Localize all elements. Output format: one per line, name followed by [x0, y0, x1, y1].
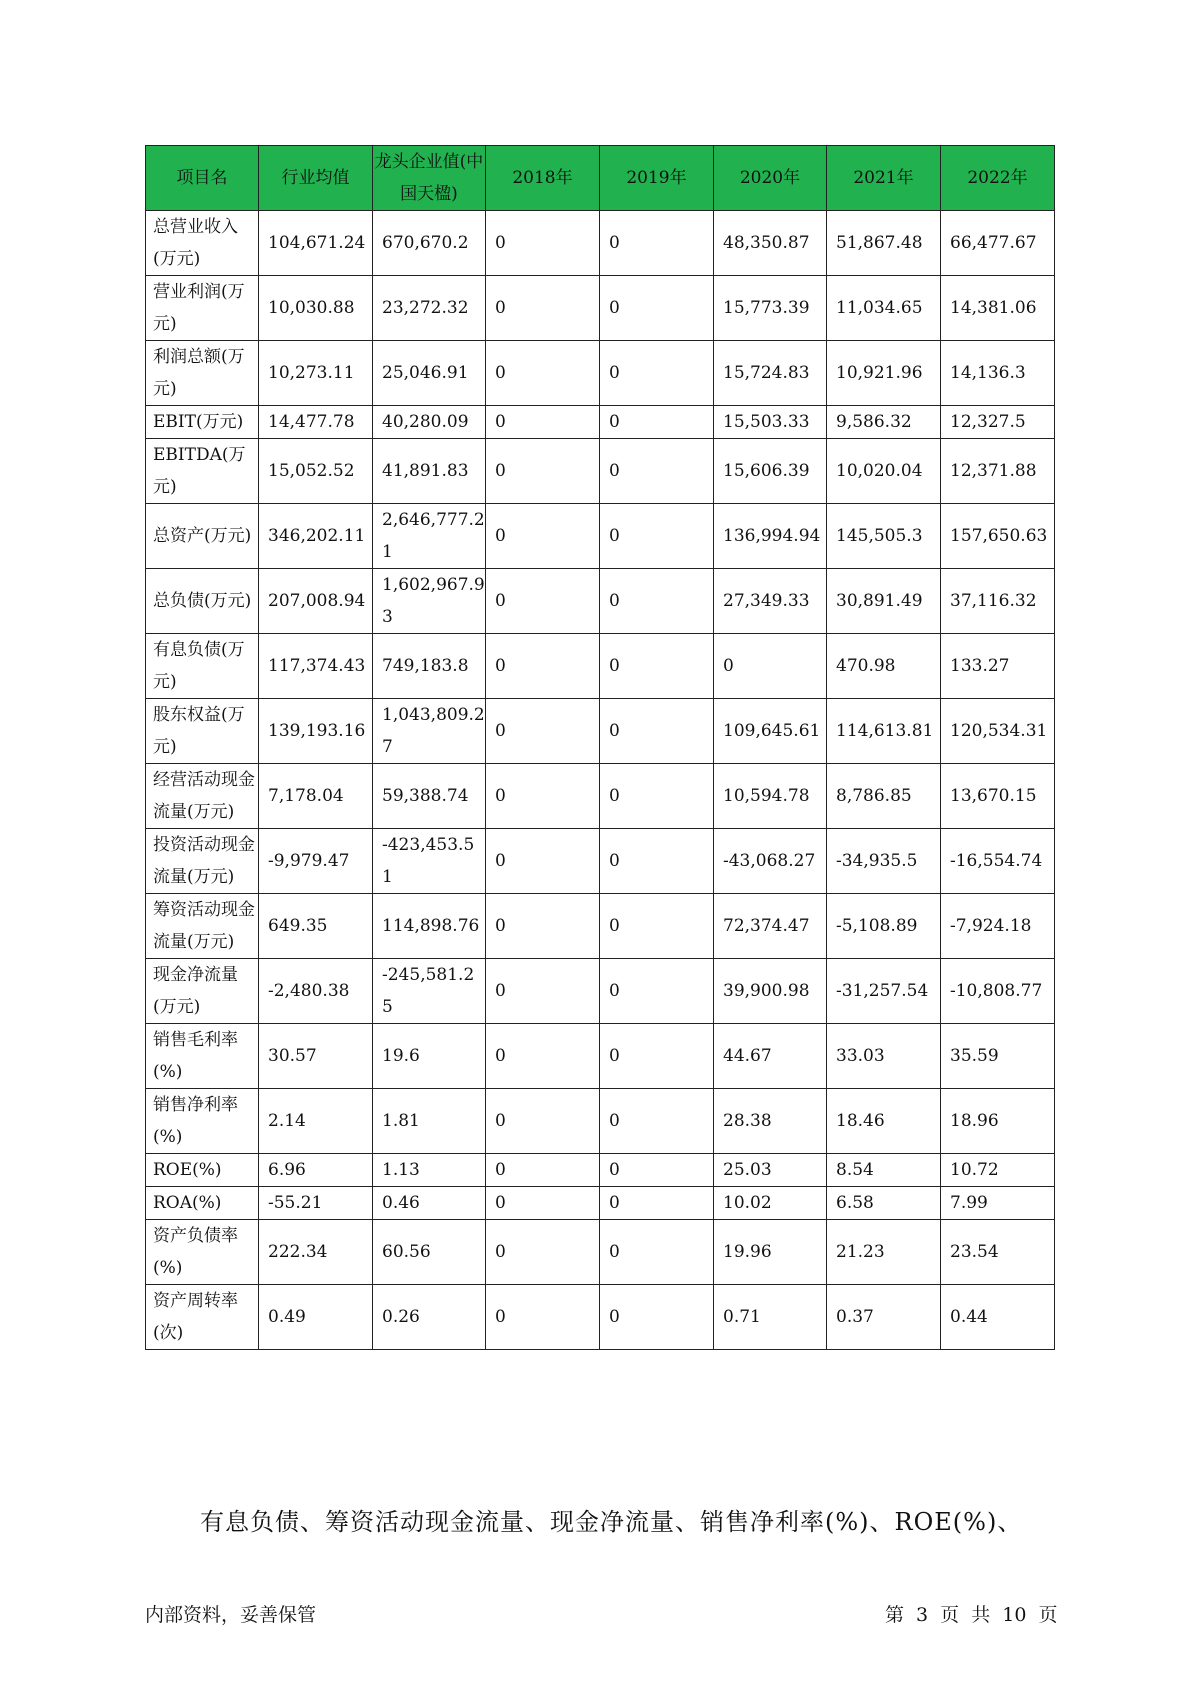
- table-cell: 0: [486, 276, 600, 341]
- table-cell: 18.96: [941, 1089, 1055, 1154]
- table-row: [146, 504, 1055, 569]
- table-cell: 15,503.33: [714, 406, 827, 439]
- table-cell: 40,280.09: [373, 406, 486, 439]
- table-cell: 15,773.39: [714, 276, 827, 341]
- table-cell: 30,891.49: [827, 569, 941, 634]
- table-cell: 19.96: [714, 1220, 827, 1285]
- table-cell: 23.54: [941, 1220, 1055, 1285]
- table-cell: 0: [486, 634, 600, 699]
- header-2021: 2021年: [827, 146, 941, 211]
- table-cell: 0: [486, 699, 600, 764]
- table-cell: 0.49: [259, 1285, 373, 1350]
- header-leader-value: 龙头企业值(中国天楹): [373, 146, 486, 211]
- table-cell: 48,350.87: [714, 211, 827, 276]
- table-cell: 6.58: [827, 1187, 941, 1220]
- table-cell: 1,043,809.27: [373, 699, 486, 764]
- table-row: [146, 1089, 1055, 1154]
- table-body: [146, 211, 1055, 1350]
- table-cell: 0: [600, 569, 714, 634]
- table-cell: 1.81: [373, 1089, 486, 1154]
- table-cell: 0.37: [827, 1285, 941, 1350]
- table-row: [146, 439, 1055, 504]
- table-cell: 0: [486, 406, 600, 439]
- table-cell: 0: [600, 634, 714, 699]
- table-cell: 13,670.15: [941, 764, 1055, 829]
- table-header-row: [146, 146, 1055, 211]
- row-label: 总营业收入(万元): [146, 211, 259, 276]
- table-cell: 15,606.39: [714, 439, 827, 504]
- table-row: [146, 276, 1055, 341]
- row-label: 利润总额(万元): [146, 341, 259, 406]
- table-cell: 0: [600, 699, 714, 764]
- table-cell: 51,867.48: [827, 211, 941, 276]
- table-cell: 0: [600, 764, 714, 829]
- table-cell: 19.6: [373, 1024, 486, 1089]
- table-cell: 0: [486, 1089, 600, 1154]
- table-cell: 10.72: [941, 1154, 1055, 1187]
- table-cell: 139,193.16: [259, 699, 373, 764]
- table-cell: 60.56: [373, 1220, 486, 1285]
- table-cell: 222.34: [259, 1220, 373, 1285]
- row-label: 销售净利率(%): [146, 1089, 259, 1154]
- table-cell: 6.96: [259, 1154, 373, 1187]
- table-cell: 0: [486, 569, 600, 634]
- table-row: [146, 699, 1055, 764]
- table-cell: 670,670.2: [373, 211, 486, 276]
- row-label: EBIT(万元): [146, 406, 259, 439]
- table-cell: 37,116.32: [941, 569, 1055, 634]
- table-cell: 15,052.52: [259, 439, 373, 504]
- table-cell: -16,554.74: [941, 829, 1055, 894]
- row-label: ROE(%): [146, 1154, 259, 1187]
- table-cell: 10,273.11: [259, 341, 373, 406]
- table-cell: 0: [486, 829, 600, 894]
- table-cell: 136,994.94: [714, 504, 827, 569]
- table-row: [146, 569, 1055, 634]
- table-cell: 44.67: [714, 1024, 827, 1089]
- row-label: ROA(%): [146, 1187, 259, 1220]
- table-cell: 10,020.04: [827, 439, 941, 504]
- table-cell: 10.02: [714, 1187, 827, 1220]
- row-label: 资产负债率(%): [146, 1220, 259, 1285]
- table-cell: 11,034.65: [827, 276, 941, 341]
- table-cell: 117,374.43: [259, 634, 373, 699]
- table-cell: -43,068.27: [714, 829, 827, 894]
- table-cell: 0: [486, 959, 600, 1024]
- table-cell: 120,534.31: [941, 699, 1055, 764]
- row-label: 总负债(万元): [146, 569, 259, 634]
- table-cell: 12,371.88: [941, 439, 1055, 504]
- table-cell: 23,272.32: [373, 276, 486, 341]
- table-cell: 749,183.8: [373, 634, 486, 699]
- table-cell: 109,645.61: [714, 699, 827, 764]
- table-cell: 145,505.3: [827, 504, 941, 569]
- table-cell: 114,613.81: [827, 699, 941, 764]
- table-cell: 0: [486, 1024, 600, 1089]
- table-cell: 207,008.94: [259, 569, 373, 634]
- row-label: 销售毛利率(%): [146, 1024, 259, 1089]
- table-cell: 0: [600, 1285, 714, 1350]
- table-cell: 0: [600, 276, 714, 341]
- table-cell: 0: [486, 1154, 600, 1187]
- table-cell: 72,374.47: [714, 894, 827, 959]
- table-cell: 0: [714, 634, 827, 699]
- row-label: 资产周转率(次): [146, 1285, 259, 1350]
- row-label: 有息负债(万元): [146, 634, 259, 699]
- table-row: [146, 341, 1055, 406]
- table-cell: 0: [600, 341, 714, 406]
- table-cell: 66,477.67: [941, 211, 1055, 276]
- header-2020: 2020年: [714, 146, 827, 211]
- table-cell: 28.38: [714, 1089, 827, 1154]
- table-row: [146, 764, 1055, 829]
- table-row: [146, 1024, 1055, 1089]
- table-cell: -7,924.18: [941, 894, 1055, 959]
- table-cell: 25,046.91: [373, 341, 486, 406]
- row-label: 营业利润(万元): [146, 276, 259, 341]
- table-cell: 1,602,967.93: [373, 569, 486, 634]
- table-cell: 0: [486, 211, 600, 276]
- table-cell: -31,257.54: [827, 959, 941, 1024]
- table-cell: 14,381.06: [941, 276, 1055, 341]
- table-cell: 59,388.74: [373, 764, 486, 829]
- table-row: [146, 959, 1055, 1024]
- table-cell: 0: [486, 504, 600, 569]
- table-cell: 0: [600, 211, 714, 276]
- table-cell: 30.57: [259, 1024, 373, 1089]
- table-cell: -2,480.38: [259, 959, 373, 1024]
- table-row: [146, 1285, 1055, 1350]
- table-cell: 0: [600, 894, 714, 959]
- table-cell: 25.03: [714, 1154, 827, 1187]
- table-cell: 0: [600, 406, 714, 439]
- table-cell: 21.23: [827, 1220, 941, 1285]
- table-cell: 35.59: [941, 1024, 1055, 1089]
- table-cell: 41,891.83: [373, 439, 486, 504]
- row-label: 股东权益(万元): [146, 699, 259, 764]
- table-cell: 33.03: [827, 1024, 941, 1089]
- table-cell: 7,178.04: [259, 764, 373, 829]
- table-cell: 133.27: [941, 634, 1055, 699]
- footer-confidential-note: 内部资料，妥善保管: [145, 1604, 317, 1626]
- table-row: [146, 634, 1055, 699]
- footer-page-number: 第 3 页 共 10 页: [885, 1604, 1058, 1626]
- table-cell: 0: [600, 439, 714, 504]
- table-cell: 10,921.96: [827, 341, 941, 406]
- table-cell: 0: [486, 1187, 600, 1220]
- table-cell: 0: [600, 1024, 714, 1089]
- row-label: 总资产(万元): [146, 504, 259, 569]
- table-row: [146, 829, 1055, 894]
- row-label: EBITDA(万元): [146, 439, 259, 504]
- table-cell: 346,202.11: [259, 504, 373, 569]
- table-cell: -34,935.5: [827, 829, 941, 894]
- table-cell: 0: [600, 829, 714, 894]
- table-cell: 0: [486, 341, 600, 406]
- table-cell: 0: [600, 1089, 714, 1154]
- table-cell: 0: [600, 1154, 714, 1187]
- table-cell: 0: [486, 1220, 600, 1285]
- table-row: [146, 1220, 1055, 1285]
- table-cell: 18.46: [827, 1089, 941, 1154]
- table-cell: 0.26: [373, 1285, 486, 1350]
- table-cell: 0: [486, 1285, 600, 1350]
- table-cell: -10,808.77: [941, 959, 1055, 1024]
- table-row: [146, 211, 1055, 276]
- table-cell: 14,136.3: [941, 341, 1055, 406]
- header-2019: 2019年: [600, 146, 714, 211]
- header-item-name: 项目名: [146, 146, 259, 211]
- row-label: 筹资活动现金流量(万元): [146, 894, 259, 959]
- table-cell: 0: [486, 894, 600, 959]
- table-cell: -423,453.51: [373, 829, 486, 894]
- row-label: 投资活动现金流量(万元): [146, 829, 259, 894]
- header-industry-avg: 行业均值: [259, 146, 373, 211]
- table-cell: -5,108.89: [827, 894, 941, 959]
- table-cell: 8.54: [827, 1154, 941, 1187]
- table-row: [146, 1187, 1055, 1220]
- table-cell: 0: [486, 439, 600, 504]
- financial-table: [145, 145, 1055, 1350]
- header-2022: 2022年: [941, 146, 1055, 211]
- table-cell: 2,646,777.21: [373, 504, 486, 569]
- table-cell: 470.98: [827, 634, 941, 699]
- table-cell: 1.13: [373, 1154, 486, 1187]
- table-cell: 157,650.63: [941, 504, 1055, 569]
- table-cell: 9,586.32: [827, 406, 941, 439]
- table-row: [146, 406, 1055, 439]
- table-cell: 27,349.33: [714, 569, 827, 634]
- row-label: 经营活动现金流量(万元): [146, 764, 259, 829]
- table-cell: -245,581.25: [373, 959, 486, 1024]
- table-cell: 0.44: [941, 1285, 1055, 1350]
- body-paragraph: 有息负债、筹资活动现金流量、现金净流量、销售净利率(%)、ROE(%)、: [200, 1508, 1023, 1536]
- table-cell: 7.99: [941, 1187, 1055, 1220]
- table-cell: 649.35: [259, 894, 373, 959]
- header-2018: 2018年: [486, 146, 600, 211]
- table-row: [146, 894, 1055, 959]
- table-cell: 15,724.83: [714, 341, 827, 406]
- row-label: 现金净流量(万元): [146, 959, 259, 1024]
- table-cell: 10,594.78: [714, 764, 827, 829]
- table-cell: 0.46: [373, 1187, 486, 1220]
- table-cell: 0.71: [714, 1285, 827, 1350]
- table-cell: 2.14: [259, 1089, 373, 1154]
- table-cell: 0: [600, 959, 714, 1024]
- table-cell: 0: [486, 764, 600, 829]
- table-cell: 104,671.24: [259, 211, 373, 276]
- table-cell: 8,786.85: [827, 764, 941, 829]
- table-cell: 12,327.5: [941, 406, 1055, 439]
- table-cell: -9,979.47: [259, 829, 373, 894]
- table-cell: 0: [600, 1220, 714, 1285]
- table-cell: 0: [600, 1187, 714, 1220]
- table-cell: 0: [600, 504, 714, 569]
- table-cell: -55.21: [259, 1187, 373, 1220]
- table-cell: 10,030.88: [259, 276, 373, 341]
- table-row: [146, 1154, 1055, 1187]
- table-cell: 14,477.78: [259, 406, 373, 439]
- table-cell: 39,900.98: [714, 959, 827, 1024]
- table-cell: 114,898.76: [373, 894, 486, 959]
